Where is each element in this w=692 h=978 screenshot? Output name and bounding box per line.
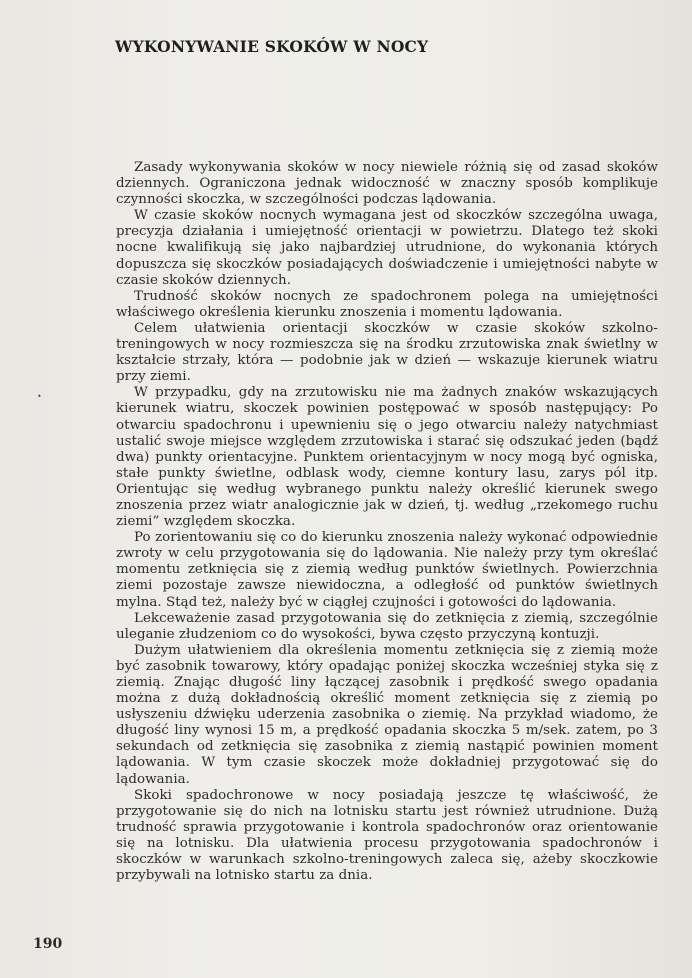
page-number: 190 <box>33 936 63 952</box>
paragraph-9: Skoki spadochronowe w nocy posiadają jeszcze tę właściwość, że przygotowanie się do nich na lotnisku startu jest również utrudnione. Dużą trudność sprawia przygotowanie i kontrola spadochronów oraz orientowanie się na lotnisku. Dla ułatwienia procesu przygotowania spadochronów i skoczków w warunkach szkolno-treningowych zaleca się, ażeby skoczkowie przybywali na lotnisko startu za dnia. <box>116 787 658 884</box>
paragraph-5: W przypadku, gdy na zrzutowisku nie ma żadnych znaków wskazujących kierunek wiatru, skoczek powinien postępować w sposób następujący: Po otwarciu spadochronu i upewnieniu się o jego otwarciu należy natychmiast ustalić swoje miejsce względem zrzutowiska i starać się odszukać jeden (bądź dwa) punkty orientacyjne. Punktem orientacyjnym w nocy mogą być ogniska, stałe punkty świetlne, odblask wody, ciemne kontury lasu, zarys pól itp. Orientując się według wybranego punktu należy określić kierunek swego znoszenia przez wiatr analogicznie jak w dzień, tj. według „rzekomego ruchu ziemi” względem skoczka. <box>116 385 658 530</box>
chapter-title: WYKONYWANIE SKOKÓW W NOCY <box>115 37 429 56</box>
margin-speck: • <box>37 392 42 401</box>
paragraph-6: Po zorientowaniu się co do kierunku znoszenia należy wykonać odpowiednie zwroty w celu przygotowania się do lądowania. Nie należy przy tym określać momentu zetknięcia się z ziemią według punktów świetlnych. Powierzchnia ziemi pozostaje zawsze niewidoczna, a odległość od punktów świetlnych mylna. Stąd też, należy być w ciągłej czujności i gotowości do lądowania. <box>116 530 658 610</box>
paragraph-2: W czasie skoków nocnych wymagana jest od skoczków szczególna uwaga, precyzja działania i umiejętność orientacji w powietrzu. Dlatego też skoki nocne kwalifikują się jako najbardziej utrudnione, do wykonania których dopuszcza się skoczków posiadających doświadczenie i umiejętności nabyte w czasie skoków dziennych. <box>116 208 658 288</box>
body-text <box>116 160 658 884</box>
paragraph-4: Celem ułatwienia orientacji skoczków w czasie skoków szkolno-treningowych w nocy rozmieszcza się na środku zrzutowiska znak świetlny w kształcie strzały, która — podobnie jak w dzień — wskazuje kierunek wiatru przy ziemi. <box>116 320 658 385</box>
paragraph-8: Dużym ułatwieniem dla określenia momentu zetknięcia się z ziemią może być zasobnik towarowy, który opadając poniżej skoczka wcześniej styka się z ziemią. Znając długość liny łączącej zasobnik i prędkość swego opadania można z dużą dokładnością określić moment zetknięcia się z ziemią po usłyszeniu dźwięku uderzenia zasobnika o ziemię. Na przykład wiadomo, że długość liny wynosi 15 m, a prędkość opadania skoczka 5 m/sek. zatem, po 3 sekundach od zetknięcia się zasobnika z ziemią nastąpić powinien moment lądowania. W tym czasie skoczek może dokładniej przygotować się do lądowania. <box>116 642 658 787</box>
paragraph-1: Zasady wykonywania skoków w nocy niewiele różnią się od zasad skoków dziennych. Ograniczona jednak widoczność w znaczny sposób komplikuje czynności skoczka, w szczególności podczas lądowania. <box>116 160 658 208</box>
paragraph-3: Trudność skoków nocnych ze spadochronem polega na umiejętności właściwego określenia kierunku znoszenia i momentu lądowania. <box>116 288 658 320</box>
paragraph-7: Lekceważenie zasad przygotowania się do zetknięcia z ziemią, szczególnie uleganie złudzeniom co do wysokości, bywa często przyczyną kontuzji. <box>116 610 658 642</box>
